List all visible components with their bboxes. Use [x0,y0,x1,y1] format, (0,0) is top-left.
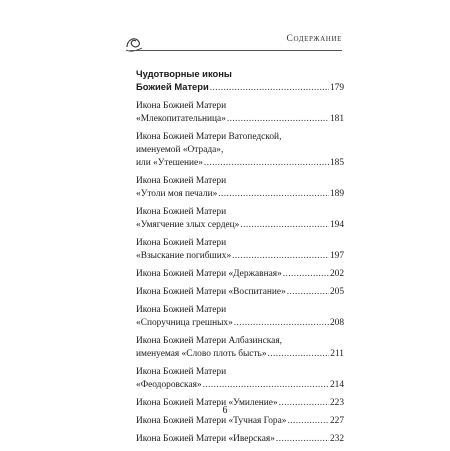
toc-entry [136,335,344,361]
toc-entry-title: «Млекопитательница» [136,114,226,124]
toc-entry-title: «Споручница грешных» [136,318,233,328]
toc-entry-title: Икона Божией Матери Ватопедской, [136,132,282,142]
toc-entry [136,366,344,392]
dot-leader [287,286,329,299]
dot-leader [268,348,330,361]
dot-leader [234,317,329,330]
toc-entry [136,286,344,299]
toc-entry [136,175,344,201]
toc-entry-title: или «Утешение» [136,158,203,168]
toc-entry-title: Икона Божией Матери [136,101,227,111]
toc-page-number: 214 [329,380,344,390]
toc-entry-title: Икона Божией Матери [136,305,227,315]
running-header [124,31,342,53]
toc-entry [136,131,344,170]
toc-page-number: 189 [329,189,344,199]
toc-line [136,304,344,317]
dot-leader [210,82,329,95]
dot-leader [232,250,329,263]
toc-section [136,67,344,95]
dot-leader [204,157,329,170]
toc-entry-title: Икона Божией Матери [136,238,227,248]
toc-entry-title: Икона Божией Матери «Тучная Гора» [136,416,287,426]
toc-page-number: 185 [329,158,344,168]
toc-line [136,219,344,232]
toc-line [136,286,344,299]
toc-entry [136,268,344,281]
toc-page-number: 197 [329,251,344,261]
table-of-contents [136,67,344,451]
toc-entry [136,100,344,126]
toc-page-number: 232 [329,434,344,444]
toc-entry [136,433,344,446]
toc-page-number: 211 [330,349,344,359]
dot-leader [287,415,328,428]
toc-page-number: 205 [329,287,344,297]
toc-line [136,188,344,201]
toc-entry-title: Божией Матери [136,81,209,92]
header-title: Содержание [286,34,342,44]
toc-line [136,206,344,219]
toc-line [136,415,344,428]
toc-entry [136,206,344,232]
toc-line [136,317,344,330]
toc-entry-title: Икона Божией Матери «Иверская» [136,434,275,444]
toc-entry-title: Чудотворные иконы [136,68,232,79]
toc-page-number: 181 [329,114,344,124]
toc-page-number: 202 [329,269,344,279]
dot-leader [276,433,329,446]
toc-entry [136,304,344,330]
toc-entry-title: Икона Божией Матери [136,176,227,186]
toc-entry [136,415,344,428]
toc-line [136,335,344,348]
toc-entry-title: Икона Божией Матери «Державная» [136,269,282,279]
toc-entry-title: именуемая «Слово плоть бысть» [136,349,267,359]
toc-entry-title: «Умягчение злых сердец» [136,220,240,230]
toc-line [136,144,344,157]
toc-entry-title: «Феодоровская» [136,380,202,390]
toc-line [136,250,344,263]
toc-entry-title: Икона Божией Матери «Умиление» [136,398,278,408]
dot-leader [203,379,329,392]
toc-line [136,237,344,250]
toc-entry-title: Икона Божией Матери [136,207,227,217]
dot-leader [283,268,329,281]
toc-line [136,348,344,361]
toc-page-number: 208 [329,318,344,328]
toc-line [136,268,344,281]
dot-leader [240,219,329,232]
toc-line [136,113,344,126]
toc-page-number: 194 [329,220,344,230]
dot-leader [227,113,329,126]
toc-line [136,131,344,144]
toc-page-number: 179 [329,83,344,93]
toc-page-number: 223 [329,398,344,408]
toc-line [136,433,344,446]
toc-line [136,100,344,113]
toc-line [136,80,344,95]
toc-line [136,366,344,379]
toc-entry-title: «Взыскание погибших» [136,251,232,261]
toc-line [136,175,344,188]
toc-page-number: 227 [329,416,344,426]
toc-entry-title: Икона Божией Матери Албазинская, [136,336,282,346]
toc-entry-title: Икона Божией Матери [136,367,227,377]
toc-entry [136,237,344,263]
toc-entry-title: именуемой «Отрада», [136,145,224,155]
toc-line [136,379,344,392]
dot-leader [218,188,329,201]
toc-line [136,157,344,170]
page-number: 6 [222,405,228,416]
toc-entry-title: Икона Божией Матери «Воспитание» [136,287,286,297]
toc-line [136,67,344,80]
header-rule [130,50,342,51]
toc-entry-title: «Утоли моя печали» [136,189,218,199]
